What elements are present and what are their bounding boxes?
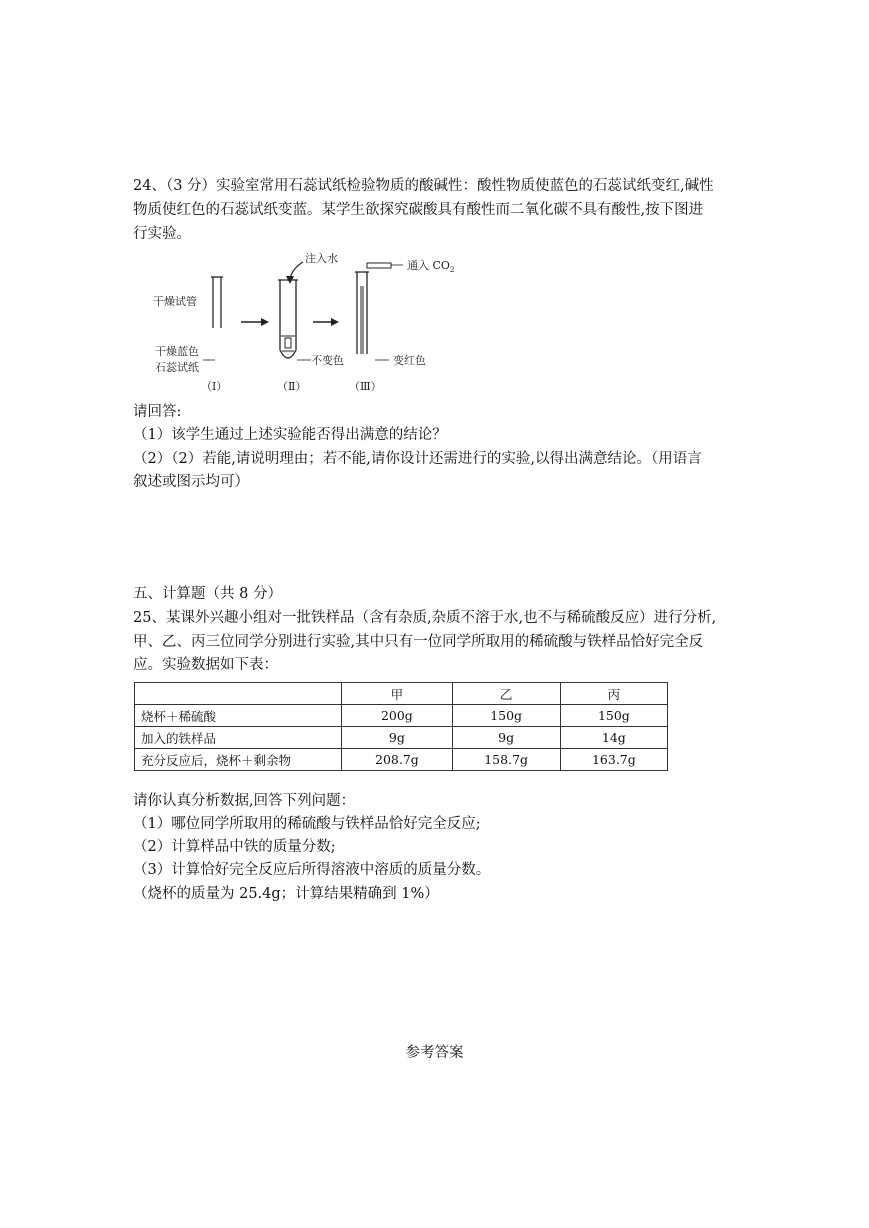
table-cell: 充分反应后，烧杯＋剩余物 [135, 749, 342, 771]
q24-prompt: 请回答: [133, 404, 182, 420]
table-cell: 14g [560, 727, 667, 749]
table-row [135, 727, 668, 749]
label-dry-paper-2: 石蕊试纸 [155, 361, 199, 374]
table-header-cell: 甲 [342, 683, 452, 705]
table-cell: 163.7g [560, 749, 667, 771]
table-row [135, 705, 668, 727]
q25-prompt: 请你认真分析数据,回答下列问题： [133, 793, 356, 809]
label-turn-red: 变红色 [393, 354, 426, 367]
table-cell: 150g [560, 705, 667, 727]
experiment-figure [145, 250, 475, 400]
q24-sub-1: （1）该学生通过上述实验能否得出满意的结论？ [133, 427, 447, 443]
test-tube-3 [355, 272, 369, 354]
q25-line-1: 25、某课外兴趣小组对一批铁样品（含有杂质,杂质不溶于水,也不与稀硫酸反应）进行分析, [133, 610, 717, 626]
co2-inlet-tube [367, 263, 403, 268]
test-tube-1 [211, 277, 223, 328]
table-cell: 9g [452, 727, 560, 749]
q24-line-1: 24、（3 分）实验室常用石蕊试纸检验物质的酸碱性：酸性物质使蓝色的石蕊试纸变红,碱性 [133, 178, 714, 194]
label-step-3: （Ⅲ） [349, 380, 382, 393]
section-heading: 五、计算题（共 8 分） [133, 586, 282, 602]
q25-sub-1: （1）哪位同学所取用的稀硫酸与铁样品恰好完全反应; [133, 816, 481, 832]
experiment-data-table [134, 682, 668, 771]
table-cell: 200g [342, 705, 452, 727]
water-arrow-icon [286, 262, 303, 284]
table-cell: 150g [452, 705, 560, 727]
table-cell: 烧杯＋稀硫酸 [135, 705, 342, 727]
table-row [135, 749, 668, 771]
q24-sub-2-line-1: （2）（2）若能,请说明理由；若不能,请你设计还需进行的实验,以得出满意结论。（用语言 [133, 451, 702, 467]
test-tube-2 [278, 280, 298, 358]
experiment-diagram [145, 250, 475, 400]
table-cell: 9g [342, 727, 452, 749]
q24-sub-2-line-2: 叙述或图示均可） [133, 474, 249, 490]
q24-line-3: 行实验。 [133, 226, 191, 242]
q25-line-3: 应。实验数据如下表： [133, 657, 278, 673]
q25-sub-2: （2）计算样品中铁的质量分数; [133, 839, 336, 855]
q25-line-2: 甲、乙、丙三位同学分别进行实验,其中只有一位同学所取用的稀硫酸与铁样品恰好完全反 [133, 634, 704, 650]
answer-heading: 参考答案 [405, 1045, 464, 1061]
table-header-cell: 丙 [560, 683, 667, 705]
q25-note: （烧杯的质量为 25.4g；计算结果精确到 1%） [133, 886, 439, 902]
q25-sub-3: （3）计算恰好完全反应后所得溶液中溶质的质量分数。 [133, 862, 491, 878]
label-step-1: （Ⅰ） [201, 380, 228, 393]
label-no-change: 不变色 [311, 354, 344, 367]
table-header-cell: 乙 [452, 683, 560, 705]
table-cell: 208.7g [342, 749, 452, 771]
label-dry-paper-1: 干燥蓝色 [155, 345, 199, 358]
table-header-row [135, 683, 668, 705]
table-cell: 加入的铁样品 [135, 727, 342, 749]
arrow-right-icon [313, 318, 339, 326]
label-co2: 通入 $CO_2$ [407, 259, 455, 274]
q24-line-2: 物质使红色的石蕊试纸变蓝。某学生欲探究碳酸具有酸性而二氧化碳不具有酸性,按下图进 [133, 202, 704, 218]
table-header-cell [135, 683, 342, 705]
table-cell: 158.7g [452, 749, 560, 771]
label-step-2: （Ⅱ） [277, 380, 307, 393]
label-dry-tube: 干燥试管 [153, 295, 197, 308]
arrow-right-icon [241, 318, 269, 326]
label-water: 注入水 [305, 252, 338, 265]
